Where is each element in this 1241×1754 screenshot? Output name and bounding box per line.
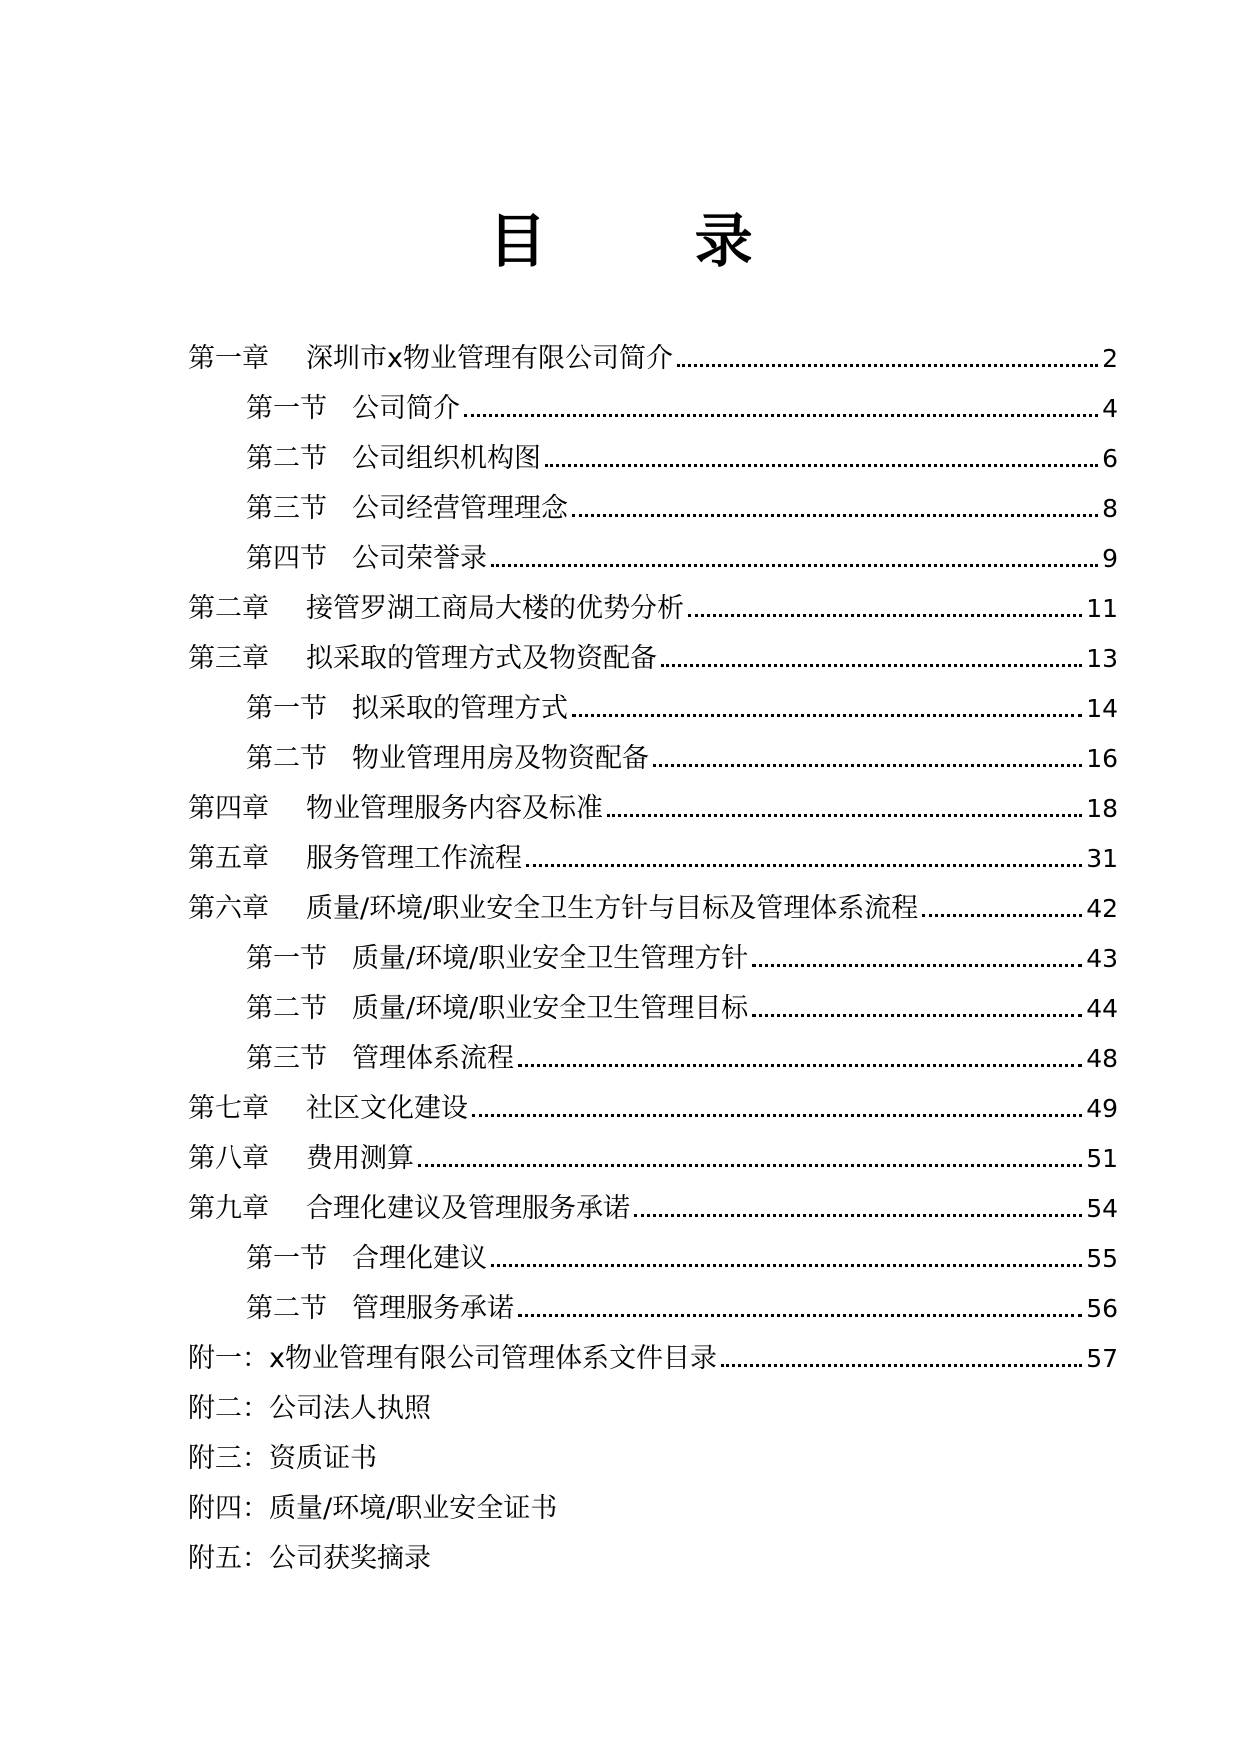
- dot-leader: [661, 664, 1082, 667]
- toc-entry-heading: 公司组织机构图: [352, 443, 541, 474]
- toc-entry-label: 第八章: [188, 1143, 269, 1174]
- toc-entry-section[interactable]: [188, 934, 1118, 984]
- toc-entry-heading: 合理化建议及管理服务承诺: [306, 1193, 630, 1224]
- toc-entry-label: 第三节: [246, 493, 327, 524]
- toc-entry-page-number: 14: [1086, 694, 1118, 723]
- toc-entry-heading: 附五：公司获奖摘录: [188, 1543, 431, 1574]
- toc-entry-appendix[interactable]: [188, 1484, 1118, 1534]
- toc-entry-label: 第四章: [188, 793, 269, 824]
- toc-entry-heading: 接管罗湖工商局大楼的优势分析: [306, 593, 684, 624]
- dot-leader: [518, 1314, 1082, 1317]
- toc-entry-label: 第七章: [188, 1093, 269, 1124]
- dot-leader: [752, 1014, 1082, 1017]
- toc-entry-label: 第六章: [188, 893, 269, 924]
- toc-entry-page-number: 43: [1086, 944, 1118, 973]
- toc-entry-appendix[interactable]: [188, 1334, 1118, 1384]
- dot-leader: [721, 1364, 1082, 1367]
- dot-leader: [545, 464, 1098, 467]
- dot-leader: [464, 414, 1098, 417]
- toc-entry-heading: 服务管理工作流程: [306, 843, 522, 874]
- dot-leader: [653, 764, 1082, 767]
- toc-entry-page-number: 6: [1102, 444, 1118, 473]
- toc-entry-section[interactable]: [188, 1284, 1118, 1334]
- toc-entry-chapter[interactable]: [188, 1134, 1118, 1184]
- toc-entry-heading: 合理化建议: [352, 1243, 487, 1274]
- toc-entry-heading: 附二：公司法人执照: [188, 1393, 431, 1424]
- toc-entry-page-number: 11: [1086, 594, 1118, 623]
- toc-entry-chapter[interactable]: [188, 1084, 1118, 1134]
- dot-leader: [634, 1214, 1082, 1217]
- toc-entry-heading: 管理体系流程: [352, 1043, 514, 1074]
- toc-entry-section[interactable]: [188, 434, 1118, 484]
- toc-entry-section[interactable]: [188, 1034, 1118, 1084]
- toc-entry-heading: 公司经营管理理念: [352, 493, 568, 524]
- toc-entry-label: 第一节: [246, 393, 327, 424]
- dot-leader: [491, 1264, 1082, 1267]
- toc-entry-heading: 附一：x物业管理有限公司管理体系文件目录: [188, 1343, 717, 1374]
- toc-entry-heading: 附四：质量/环境/职业安全证书: [188, 1493, 558, 1524]
- toc-entry-page-number: 13: [1086, 644, 1118, 673]
- toc-entry-page-number: 51: [1086, 1144, 1118, 1173]
- toc-entry-heading: 质量/环境/职业安全卫生方针与目标及管理体系流程: [306, 893, 919, 924]
- toc-entry-heading: 物业管理服务内容及标准: [306, 793, 603, 824]
- toc-entry-label: 第二节: [246, 443, 327, 474]
- dot-leader: [418, 1164, 1082, 1167]
- toc-entry-page-number: 42: [1086, 894, 1118, 923]
- toc-entry-page-number: 49: [1086, 1094, 1118, 1123]
- toc-entry-heading: 社区文化建设: [306, 1093, 468, 1124]
- toc-entry-label: 第三节: [246, 1043, 327, 1074]
- toc-entry-heading: 拟采取的管理方式及物资配备: [306, 643, 657, 674]
- dot-leader: [572, 514, 1098, 517]
- toc-entry-heading: 质量/环境/职业安全卫生管理目标: [352, 993, 749, 1024]
- toc-entry-chapter[interactable]: [188, 834, 1118, 884]
- toc-entry-heading: 质量/环境/职业安全卫生管理方针: [352, 943, 749, 974]
- toc-entry-heading: 公司荣誉录: [352, 543, 487, 574]
- toc-entry-page-number: 18: [1086, 794, 1118, 823]
- toc-entry-heading: 深圳市x物业管理有限公司简介: [306, 343, 673, 374]
- toc-entry-chapter[interactable]: [188, 1184, 1118, 1234]
- dot-leader: [607, 814, 1082, 817]
- toc-entry-section[interactable]: [188, 734, 1118, 784]
- toc-entry-section[interactable]: [188, 684, 1118, 734]
- toc-entry-heading: 公司简介: [352, 393, 460, 424]
- toc-entry-page-number: 8: [1102, 494, 1118, 523]
- toc-entry-page-number: 48: [1086, 1044, 1118, 1073]
- toc-entry-label: 第一节: [246, 1243, 327, 1274]
- dot-leader: [688, 614, 1082, 617]
- toc-entry-chapter[interactable]: [188, 784, 1118, 834]
- dot-leader: [518, 1064, 1082, 1067]
- toc-entry-section[interactable]: [188, 534, 1118, 584]
- toc-entry-heading: 物业管理用房及物资配备: [352, 743, 649, 774]
- toc-entry-chapter[interactable]: [188, 584, 1118, 634]
- toc-entry-label: 第一节: [246, 943, 327, 974]
- toc-entry-section[interactable]: [188, 384, 1118, 434]
- toc-entry-label: 第二节: [246, 743, 327, 774]
- toc-entry-label: 第二章: [188, 593, 269, 624]
- toc-entry-page-number: 16: [1086, 744, 1118, 773]
- toc-entry-page-number: 2: [1102, 344, 1118, 373]
- toc-entry-appendix[interactable]: [188, 1384, 1118, 1434]
- toc-entry-label: 第九章: [188, 1193, 269, 1224]
- toc-entry-heading: 拟采取的管理方式: [352, 693, 568, 724]
- table-of-contents: [188, 334, 1118, 1584]
- page-title: 目 录: [488, 207, 817, 275]
- toc-entry-label: 第二节: [246, 993, 327, 1024]
- toc-entry-appendix[interactable]: [188, 1434, 1118, 1484]
- dot-leader: [572, 714, 1082, 717]
- dot-leader: [677, 364, 1098, 367]
- toc-entry-chapter[interactable]: [188, 634, 1118, 684]
- toc-entry-page-number: 4: [1102, 394, 1118, 423]
- toc-entry-heading: 附三：资质证书: [188, 1443, 377, 1474]
- dot-leader: [491, 564, 1098, 567]
- toc-entry-page-number: 44: [1086, 994, 1118, 1023]
- toc-entry-page-number: 56: [1086, 1294, 1118, 1323]
- toc-entry-section[interactable]: [188, 984, 1118, 1034]
- toc-entry-label: 第五章: [188, 843, 269, 874]
- toc-entry-page-number: 57: [1086, 1344, 1118, 1373]
- toc-entry-heading: 管理服务承诺: [352, 1293, 514, 1324]
- dot-leader: [922, 914, 1082, 917]
- toc-entry-page-number: 54: [1086, 1194, 1118, 1223]
- dot-leader: [472, 1114, 1082, 1117]
- toc-entry-section[interactable]: [188, 1234, 1118, 1284]
- dot-leader: [752, 964, 1082, 967]
- toc-entry-page-number: 55: [1086, 1244, 1118, 1273]
- toc-entry-label: 第四节: [246, 543, 327, 574]
- toc-entry-chapter[interactable]: [188, 334, 1118, 384]
- toc-entry-page-number: 31: [1086, 844, 1118, 873]
- dot-leader: [526, 864, 1082, 867]
- toc-entry-label: 第一节: [246, 693, 327, 724]
- toc-entry-heading: 费用测算: [306, 1143, 414, 1174]
- toc-entry-label: 第一章: [188, 343, 269, 374]
- toc-entry-label: 第三章: [188, 643, 269, 674]
- toc-entry-chapter[interactable]: [188, 884, 1118, 934]
- toc-entry-section[interactable]: [188, 484, 1118, 534]
- toc-entry-appendix[interactable]: [188, 1534, 1118, 1584]
- toc-entry-page-number: 9: [1102, 544, 1118, 573]
- toc-entry-label: 第二节: [246, 1293, 327, 1324]
